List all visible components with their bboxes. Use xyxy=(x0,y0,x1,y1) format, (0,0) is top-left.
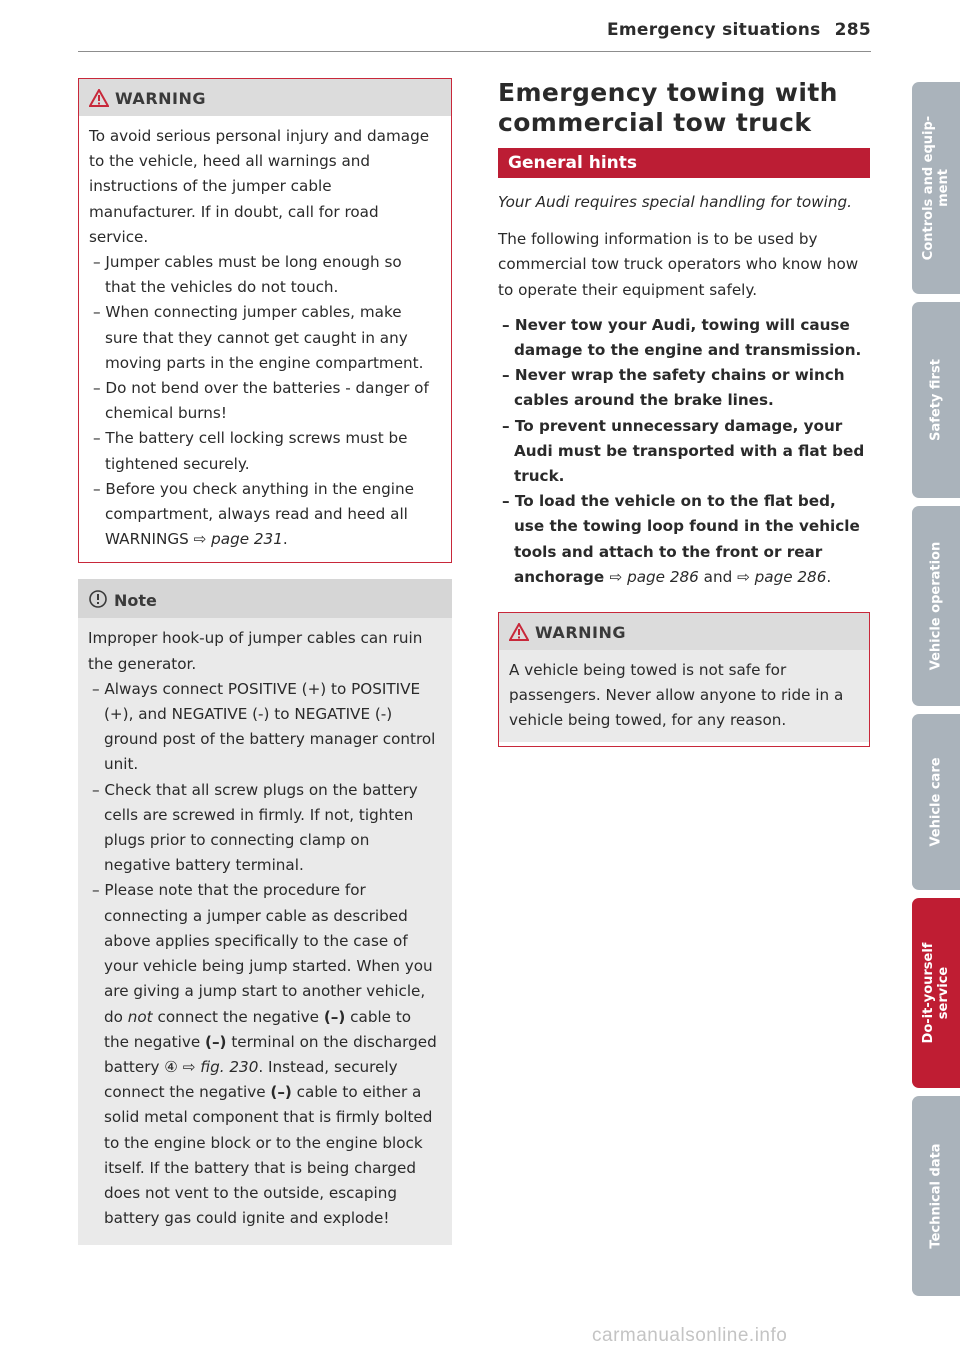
negative-symbol: (–) xyxy=(205,1032,227,1051)
note-intro: Improper hook-up of jumper cables can ruin the generator. xyxy=(88,629,423,673)
note-list xyxy=(88,677,438,1231)
right-column xyxy=(498,78,870,747)
text-run: . xyxy=(826,567,832,586)
watermark-text: carmanualsonline.info xyxy=(592,1325,788,1346)
text-run: – Please note that the procedure for connecting a jumper cable as described above applies specifically to the case of your vehicle being jump started. When you are giving a jump start to another vehicle, do xyxy=(92,881,433,1026)
text-run: . Instead, securely connect the negative xyxy=(104,1057,398,1102)
warning-title: WARNING xyxy=(115,89,206,108)
warning-box-jumper xyxy=(78,78,452,563)
warning-body: A vehicle being towed is not safe for passengers. Never allow anyone to ride in a vehicle being towed, for any reason. xyxy=(509,661,844,730)
callout-number: ④ xyxy=(164,1057,178,1076)
warning-title: WARNING xyxy=(535,623,626,643)
section-heading-bar: General hints xyxy=(498,148,870,178)
list-item: – Do not bend over the batteries - danger of chemical burns! xyxy=(93,379,429,423)
left-column xyxy=(78,78,452,1245)
list-item: – To prevent unnecessary damage, your Audi must be transported with a flat bed truck. xyxy=(502,416,865,486)
tab-label: Technical data xyxy=(928,1143,944,1249)
list-item-text: – Before you check anything in the engine compartment, always read and heed all WARNINGS xyxy=(93,479,414,549)
text-run: and xyxy=(698,567,738,586)
note-box xyxy=(78,618,452,1245)
list-item-end: . xyxy=(282,530,288,549)
list-item xyxy=(89,477,437,553)
list-item: – The battery cell locking screws must be tightened securely. xyxy=(93,429,408,473)
body-paragraph: The following information is to be used by commercial tow truck operators who know how to operate their equipment safely. xyxy=(498,230,859,299)
warning-triangle-icon xyxy=(509,623,529,641)
figure-xref-link[interactable]: ⇨ fig. 230 xyxy=(182,1057,259,1076)
tab-label: Vehicle care xyxy=(928,757,944,847)
text-run: cable to the negative xyxy=(104,1007,412,1051)
chapter-heading: Emergency towing with commercial tow truck xyxy=(498,78,838,137)
list-item: – Always connect POSITIVE (+) to POSITIVE (+), and NEGATIVE (-) to NEGATIVE (-) ground post of the battery manager control unit. xyxy=(92,679,436,774)
list-item: – When connecting jumper cables, make sure that they cannot get caught in any moving parts in the engine compartment. xyxy=(93,303,424,372)
page-xref-link[interactable]: ⇨ page 286 xyxy=(737,567,827,586)
warning-header xyxy=(79,79,451,116)
page-xref-link[interactable]: ⇨ page 286 xyxy=(609,567,699,586)
sidebar-tab-safety[interactable] xyxy=(912,302,960,498)
list-item xyxy=(498,489,870,590)
tab-label: Do-it-yourself service xyxy=(921,942,951,1044)
warning-triangle-icon xyxy=(89,89,109,107)
list-item: – Never tow your Audi, towing will cause damage to the engine and transmission. xyxy=(502,315,862,360)
list-item: – Check that all screw plugs on the battery cells are screwed in firmly. If not, tighten plugs prior to connecting clamp on negative battery terminal. xyxy=(92,780,418,875)
tab-label: Vehicle operation xyxy=(928,541,944,671)
note-title: Note xyxy=(114,591,157,611)
warning-box-towing xyxy=(498,612,870,747)
warning-header xyxy=(499,613,869,650)
running-head-section: Emergency situations xyxy=(606,20,821,40)
list-item: – Never wrap the safety chains or winch cables around the brake lines. xyxy=(502,366,845,410)
page-number: 285 xyxy=(834,20,871,40)
running-head xyxy=(607,20,871,40)
intro-italic: Your Audi requires special handling for towing. xyxy=(498,193,852,211)
sidebar-tab-vehicle-operation[interactable] xyxy=(912,506,960,706)
header-rule xyxy=(78,51,871,52)
sidebar-tab-vehicle-care[interactable] xyxy=(912,714,960,890)
list-item xyxy=(88,878,438,1231)
warning-list xyxy=(89,250,437,552)
towing-list xyxy=(498,313,870,590)
emphasis-not: not xyxy=(127,1007,153,1026)
list-item-text: – To load the vehicle on to the flat bed, use the towing loop found in the vehicle tools and attach to the front or rear anchorage xyxy=(502,492,860,586)
note-info-icon xyxy=(88,589,108,609)
negative-symbol: (–) xyxy=(323,1007,346,1026)
text-run: cable to either a solid metal component that is firmly bolted to the engine block or to the engine block itself. If the battery that is being charged does not vent to the outside, escaping battery gas could ignite and explode! xyxy=(104,1083,433,1228)
sidebar-tab-technical-data[interactable] xyxy=(912,1096,960,1296)
text-run: connect the negative xyxy=(152,1007,324,1026)
note-header xyxy=(78,579,452,618)
list-item: – Jumper cables must be long enough so that the vehicles do not touch. xyxy=(93,253,402,297)
tab-label: Controls and equip- ment xyxy=(921,115,951,261)
text-run: terminal on the discharged battery xyxy=(104,1032,437,1076)
tab-label: Safety first xyxy=(928,359,944,441)
warning-intro: To avoid serious personal injury and damage to the vehicle, heed all warnings and instructions of the jumper cable manufacturer. If in doubt, call for road service. xyxy=(89,127,430,246)
sidebar-tab-diy-service[interactable] xyxy=(912,898,960,1088)
negative-symbol: (–) xyxy=(270,1083,292,1102)
page-xref-link[interactable]: ⇨ page 231 xyxy=(193,530,283,549)
sidebar-tab-controls[interactable] xyxy=(912,82,960,294)
